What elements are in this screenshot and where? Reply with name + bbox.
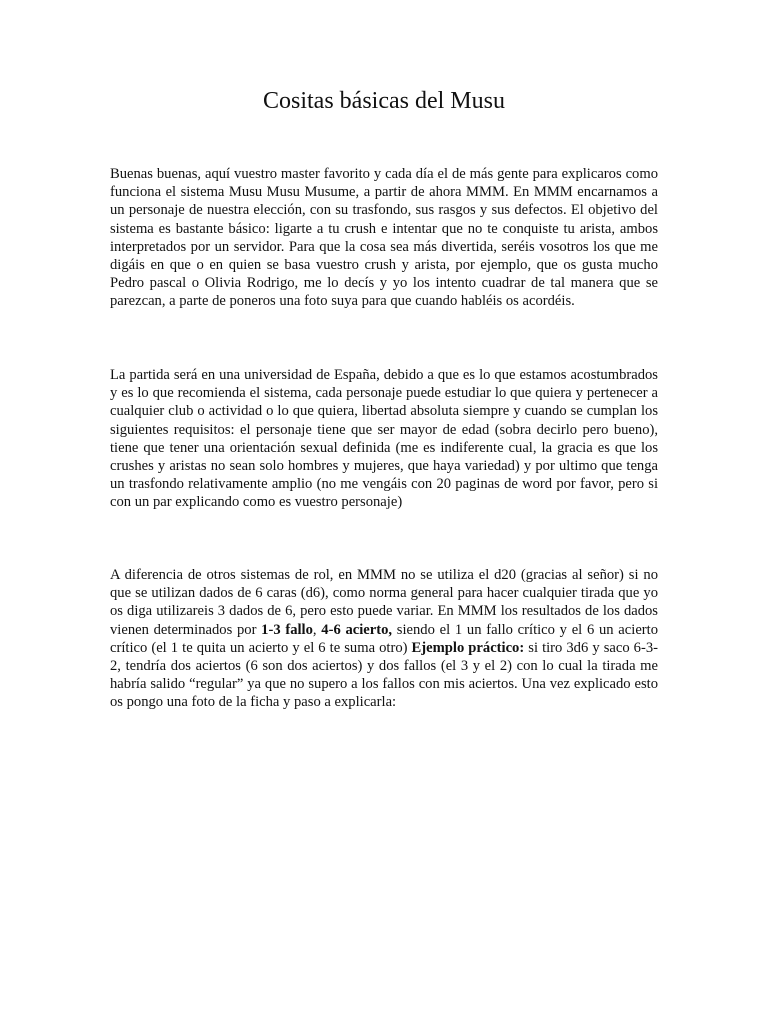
dice-success-range: 4-6 acierto, — [321, 621, 393, 638]
example-heading: Ejemplo práctico: — [411, 639, 525, 656]
dice-fail-range: 1-3 fallo — [261, 621, 313, 638]
page-title: Cositas básicas del Musu — [263, 88, 505, 114]
dice-rules-separator: , — [312, 621, 322, 638]
dice-rules-text-3: si tiro 3d6 y saco 6-3-2, tendría dos aciertos (6 son dos aciertos) y dos fallos (el 3 y el 2) con lo cual la tirada me habría salido “regular” ya que no supero a los fallos con mis aciertos. Una vez explicado esto os pongo una foto de la ficha y paso a explicarla: — [110, 639, 658, 711]
paragraph-intro: Buenas buenas, aquí vuestro master favorito y cada día el de más gente para explicaros como funciona el sistema Musu Musu Musume, a partir de ahora MMM. En MMM encarnamos a un personaje de nuestra elección, con su trasfondo, sus rasgos y sus defectos. El objetivo del sistema es bastante básico: ligarte a tu crush e intentar que no te conquiste tu arista, ambos interpretados por un servidor. Para que la cosa sea más divertida, seréis vosotros los que me digáis en que o en quien se basa vuestro crush y arista, por ejemplo, que os gusta mucho Pedro pascal o Olivia Rodrigo, me lo decís y yo los intento cuadrar de tal manera que se parezcan, a parte de poneros una foto suya para que cuando habléis os acordéis. — [110, 166, 658, 310]
paragraph-setting: La partida será en una universidad de España, debido a que es lo que estamos acostumbrados y es lo que recomienda el sistema, cada personaje puede estudiar lo que quiera y pertenecer a cualquier club o actividad o lo que quiera, libertad absoluta siempre y cuando se cumplan los siguientes requisitos: el personaje tiene que ser mayor de edad (sobra decirlo pero bueno), tiene que tener una orientación sexual definida (me es indiferente cual, la gracia es que los crushes y aristas no sean solo hombres y mujeres, que haya variedad) y por ultimo que tenga un trasfondo relativamente amplio (no me vengáis con 20 paginas de word por favor, pero si con un par explicando como es vuestro personaje) — [110, 367, 658, 511]
paragraph-dice-rules — [110, 566, 658, 712]
dice-rules-text-1: A diferencia de otros sistemas de rol, en MMM no se utiliza el d20 (gracias al señor) si no que se utilizan dados de 6 caras (d6), como norma general para hacer cualquier tirada que yo os diga utilizareis 3 dados de 6, pero esto puede variar. En MMM los resultados de los dados vienen determinados por — [110, 567, 658, 638]
dice-rules-text-2: siendo el 1 un fallo crítico y el 6 un acierto crítico (el 1 te quita un acierto y el 6 te suma otro) — [110, 621, 659, 656]
